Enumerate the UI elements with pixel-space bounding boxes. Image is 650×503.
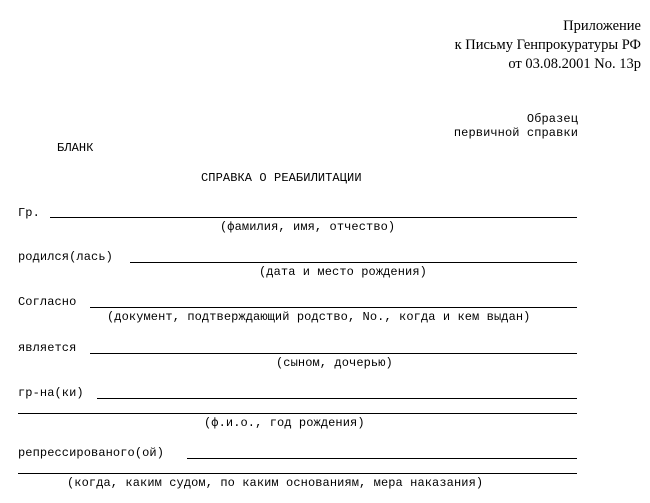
repressed-input-line-2[interactable] bbox=[18, 473, 577, 474]
is-input-line[interactable] bbox=[90, 353, 577, 354]
relative-input-line-2[interactable] bbox=[18, 413, 577, 414]
born-hint: (дата и место рождения) bbox=[259, 265, 427, 279]
relative-hint: (ф.и.о., год рождения) bbox=[204, 416, 365, 430]
letter-date-number: от 03.08.2001 No. 13р bbox=[508, 56, 641, 72]
sample-subtitle: первичной справки bbox=[453, 126, 578, 140]
citizen-label: Гр. bbox=[18, 206, 40, 220]
born-input-line[interactable] bbox=[130, 262, 577, 263]
citizen-input-line[interactable] bbox=[50, 217, 577, 218]
repressed-input-line-1[interactable] bbox=[187, 458, 577, 459]
citizen-hint: (фамилия, имя, отчество) bbox=[220, 220, 396, 234]
is-hint: (сыном, дочерью) bbox=[276, 356, 393, 370]
relative-label: гр-на(ки) bbox=[18, 386, 84, 400]
relative-input-line-1[interactable] bbox=[97, 398, 577, 399]
letter-reference: к Письму Генпрокуратуры РФ bbox=[454, 37, 641, 53]
appendix-label: Приложение bbox=[563, 18, 641, 34]
is-label: является bbox=[18, 341, 77, 355]
according-label: Согласно bbox=[18, 295, 77, 309]
repressed-label: репрессированого(ой) bbox=[18, 446, 165, 460]
according-input-line[interactable] bbox=[90, 307, 577, 308]
born-label: родился(лась) bbox=[18, 250, 113, 264]
blank-label: БЛАНК bbox=[57, 141, 94, 155]
sample-label: Образец bbox=[526, 112, 578, 126]
repressed-hint: (когда, каким судом, по каким основаниям, мера наказания) bbox=[67, 476, 484, 490]
document-title: СПРАВКА О РЕАБИЛИТАЦИИ bbox=[201, 171, 362, 185]
according-hint: (документ, подтверждающий родство, No., когда и кем выдан) bbox=[107, 310, 531, 324]
